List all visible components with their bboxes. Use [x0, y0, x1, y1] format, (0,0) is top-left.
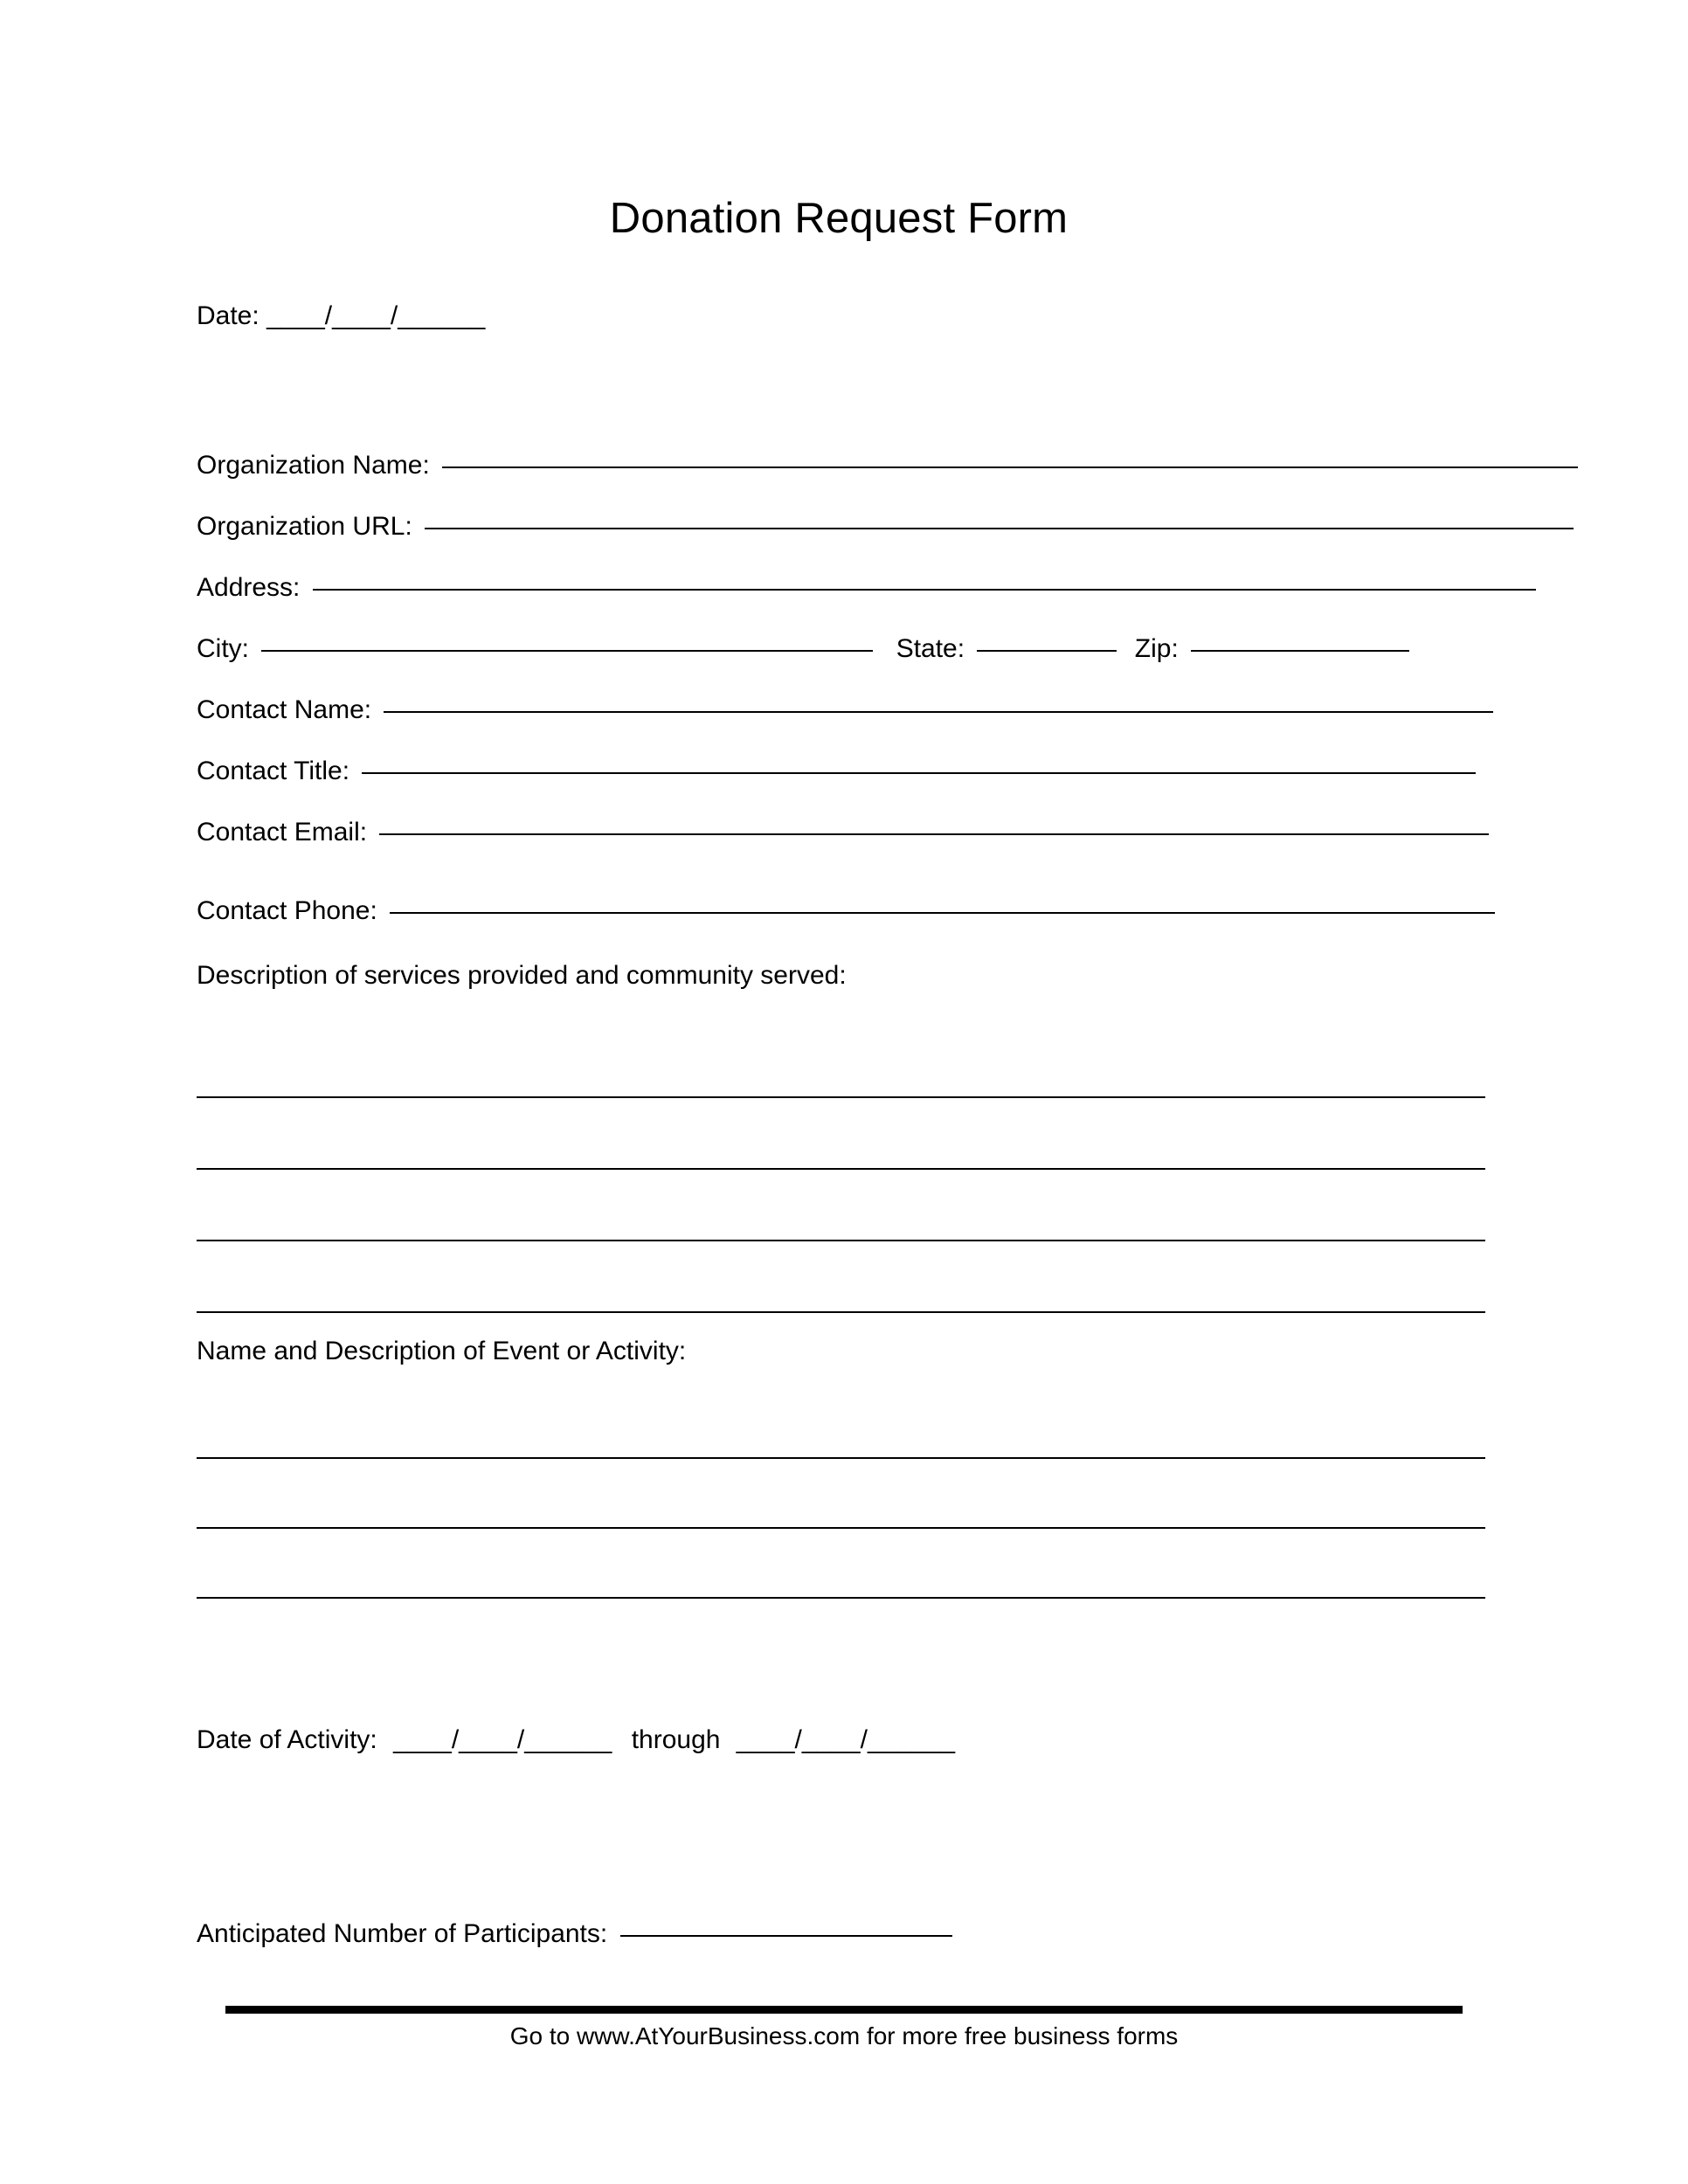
field-row-date-of-activity [197, 1725, 955, 1754]
activity-date-to-blank[interactable]: ____/____/______ [736, 1725, 956, 1754]
footer-divider [225, 2006, 1463, 2014]
field-blank-organization-url[interactable] [425, 527, 1574, 529]
field-label-contact-phone: Contact Phone: [197, 896, 377, 925]
date-blank[interactable]: ____/____/______ [266, 301, 486, 330]
field-row-contact-phone [197, 896, 1495, 925]
field-label-city: City: [197, 634, 249, 663]
field-label-organization-name: Organization Name: [197, 451, 430, 480]
field-row-contact-email [197, 818, 1489, 847]
description-line-1[interactable] [197, 1096, 1485, 1098]
field-label-contact-email: Contact Email: [197, 818, 368, 847]
field-row-date [197, 301, 485, 330]
section-label-description-of-services: Description of services provided and community served: [197, 961, 847, 990]
description-line-3[interactable] [197, 1240, 1485, 1241]
page-title [0, 194, 1688, 243]
section-label-event-description: Name and Description of Event or Activity: [197, 1337, 687, 1365]
field-label-address: Address: [197, 573, 301, 602]
description-line-2[interactable] [197, 1168, 1485, 1170]
footer-text: Go to www.AtYourBusiness.com for more free business forms [509, 2022, 1179, 2049]
description-line-4[interactable] [197, 1311, 1485, 1313]
field-label-date-of-activity: Date of Activity: [197, 1725, 377, 1754]
field-blank-contact-phone[interactable] [390, 911, 1495, 914]
field-blank-contact-name[interactable] [384, 710, 1493, 713]
field-blank-contact-title[interactable] [362, 771, 1476, 774]
field-blank-anticipated-participants[interactable] [620, 1934, 952, 1937]
event-line-1[interactable] [197, 1457, 1485, 1459]
field-label-zip: Zip: [1134, 634, 1179, 663]
field-label-date: Date: [197, 301, 259, 330]
field-blank-state[interactable] [977, 649, 1117, 652]
event-line-3[interactable] [197, 1597, 1485, 1599]
field-row-contact-title [197, 757, 1476, 785]
field-label-contact-title: Contact Title: [197, 757, 350, 785]
field-label-contact-name: Contact Name: [197, 695, 372, 724]
field-blank-address[interactable] [313, 588, 1536, 591]
field-blank-city[interactable] [261, 649, 873, 652]
field-row-address [197, 573, 1536, 602]
field-row-organization-name [197, 451, 1578, 480]
field-row-anticipated-participants [197, 1919, 952, 1948]
field-label-state: State: [896, 634, 965, 663]
field-row-organization-url [197, 512, 1574, 541]
activity-date-from-blank[interactable]: ____/____/______ [393, 1725, 612, 1754]
field-label-anticipated-participants: Anticipated Number of Participants: [197, 1919, 608, 1948]
field-blank-organization-name[interactable] [442, 466, 1578, 468]
field-label-through: through [631, 1725, 721, 1754]
page-title-text: Donation Request Form [609, 195, 1069, 242]
field-row-contact-name [197, 695, 1493, 724]
field-blank-contact-email[interactable] [379, 833, 1489, 835]
field-blank-zip[interactable] [1191, 649, 1409, 652]
field-row-city-state-zip [197, 634, 1409, 663]
event-line-2[interactable] [197, 1527, 1485, 1529]
field-label-organization-url: Organization URL: [197, 512, 412, 541]
